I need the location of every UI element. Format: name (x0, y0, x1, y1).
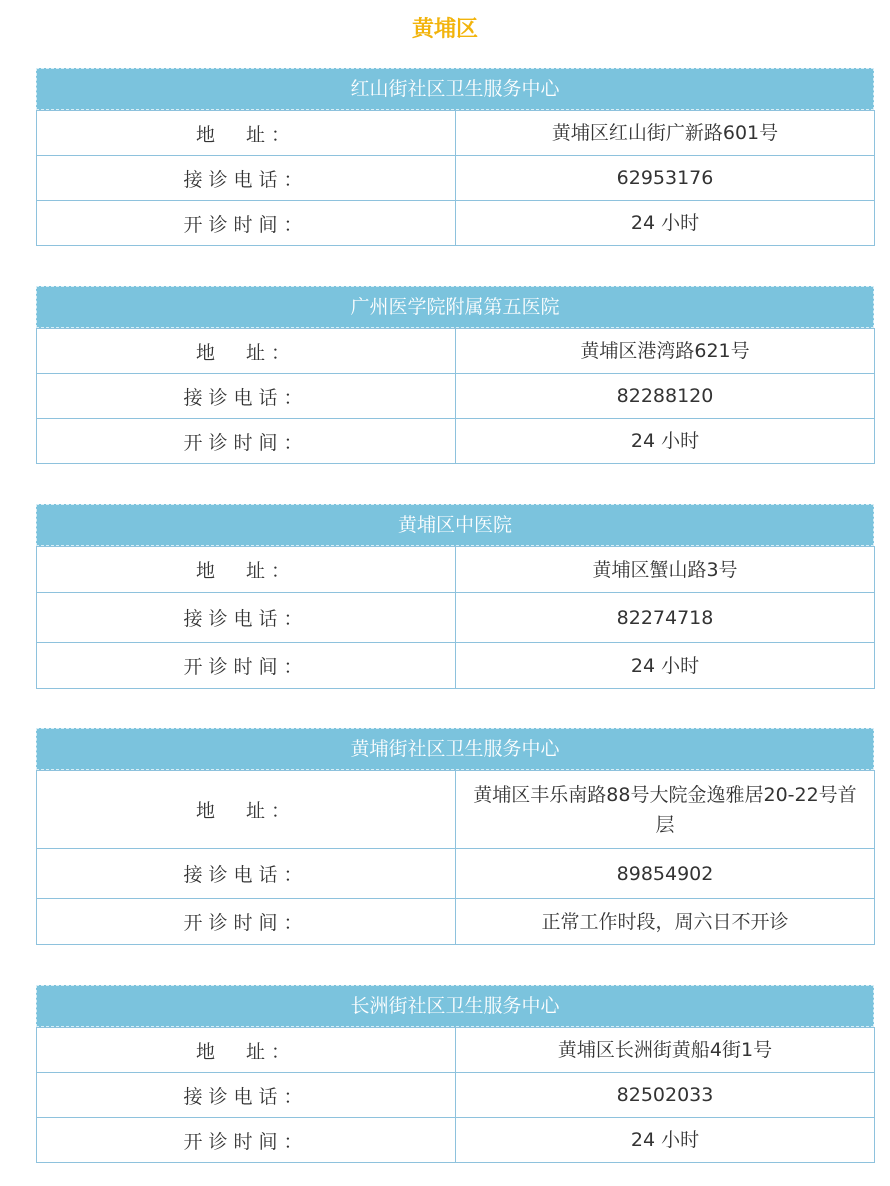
clinic-name: 黄埔区中医院 (36, 504, 874, 546)
clinic-info-table (36, 110, 875, 246)
hours-value: 24 小时 (456, 201, 875, 246)
hours-label: 开诊时间： (37, 1118, 456, 1163)
phone-row (37, 1073, 875, 1118)
phone-label: 接诊电话： (37, 849, 456, 899)
clinic-card (36, 68, 874, 246)
clinic-info-table (36, 770, 875, 945)
hours-label: 开诊时间： (37, 419, 456, 464)
phone-label: 接诊电话： (37, 374, 456, 419)
address-row (37, 111, 875, 156)
phone-row (37, 156, 875, 201)
phone-row (37, 593, 875, 643)
address-value: 黄埔区蟹山路3号 (456, 547, 875, 593)
phone-label: 接诊电话： (37, 1073, 456, 1118)
phone-row (37, 849, 875, 899)
address-row (37, 771, 875, 849)
address-value: 黄埔区港湾路621号 (456, 329, 875, 374)
clinic-name: 红山街社区卫生服务中心 (36, 68, 874, 110)
hours-value: 24 小时 (456, 419, 875, 464)
address-label: 地 址： (37, 111, 456, 156)
clinic-card (36, 985, 874, 1163)
phone-value: 62953176 (456, 156, 875, 201)
hours-label: 开诊时间： (37, 643, 456, 689)
address-label: 地 址： (37, 1028, 456, 1073)
clinic-name: 广州医学院附属第五医院 (36, 286, 874, 328)
address-label: 地 址： (37, 771, 456, 849)
hours-value: 正常工作时段，周六日不开诊 (456, 899, 875, 945)
address-value: 黄埔区丰乐南路88号大院金逸雅居20-22号首层 (456, 771, 875, 849)
clinic-card (36, 504, 874, 689)
phone-label: 接诊电话： (37, 156, 456, 201)
hours-label: 开诊时间： (37, 899, 456, 945)
address-row (37, 1028, 875, 1073)
hours-label: 开诊时间： (37, 201, 456, 246)
phone-value: 82274718 (456, 593, 875, 643)
clinic-info-table (36, 1027, 875, 1163)
hours-row (37, 419, 875, 464)
hours-row (37, 1118, 875, 1163)
clinic-name: 黄埔街社区卫生服务中心 (36, 728, 874, 770)
address-label: 地 址： (37, 547, 456, 593)
address-value: 黄埔区长洲街黄船4街1号 (456, 1028, 875, 1073)
hours-value: 24 小时 (456, 1118, 875, 1163)
phone-value: 82288120 (456, 374, 875, 419)
address-value: 黄埔区红山街广新路601号 (456, 111, 875, 156)
clinic-card (36, 286, 874, 464)
clinic-info-table (36, 328, 875, 464)
address-row (37, 329, 875, 374)
phone-value: 82502033 (456, 1073, 875, 1118)
hours-value: 24 小时 (456, 643, 875, 689)
address-row (37, 547, 875, 593)
clinic-card (36, 728, 874, 945)
district-title: 黄埔区 (411, 17, 478, 42)
phone-row (37, 374, 875, 419)
hours-row (37, 643, 875, 689)
phone-label: 接诊电话： (37, 593, 456, 643)
address-label: 地 址： (37, 329, 456, 374)
hours-row (37, 201, 875, 246)
clinic-info-table (36, 546, 875, 689)
clinic-name: 长洲街社区卫生服务中心 (36, 985, 874, 1027)
hours-row (37, 899, 875, 945)
phone-value: 89854902 (456, 849, 875, 899)
